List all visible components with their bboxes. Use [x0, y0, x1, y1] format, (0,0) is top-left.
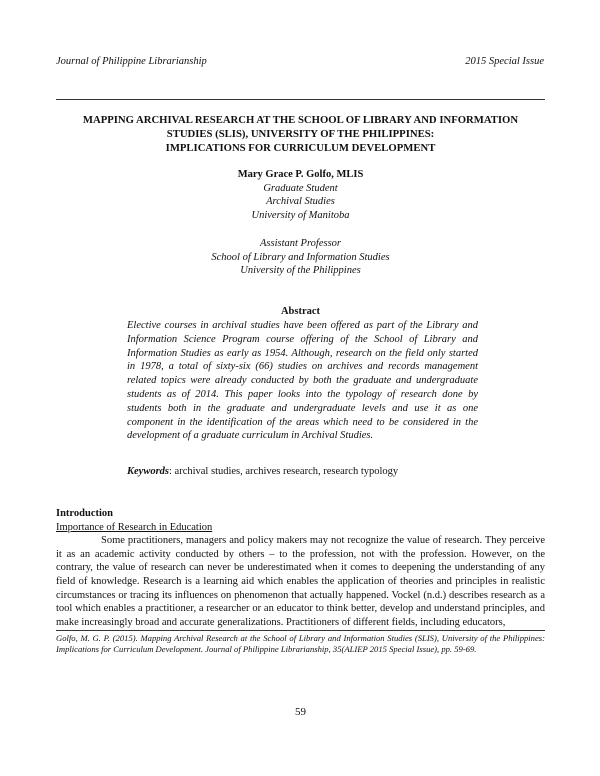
footnote-divider [56, 630, 545, 631]
journal-name: Journal of Philippine Librarianship [56, 56, 207, 67]
abstract-heading: Abstract [280, 306, 321, 317]
keywords-line [127, 466, 487, 477]
header-divider [56, 99, 545, 100]
affiliation-line: Assistant Professor [260, 237, 341, 249]
title-line: STUDIES (SLIS), UNIVERSITY OF THE PHILIPPINES: [166, 128, 435, 140]
abstract-text: Elective courses in archival studies have been offered as part of the Library and Information Science Program course offering of the School of Library and Information Studies as early as 1954. Although, research on the field only started in 1978, a total of sixty-six (66) studies on archives and records management related topics were already conducted by both the graduate and undergraduate students as of 2014. This paper looks into the typology of research done by students both in the graduate and undergraduate levels and use it as one component in the identification of the areas which need to be considered in the development of a graduate curriculum in Archival Studies. [127, 320, 478, 442]
citation-footnote: Golfo, M. G. P. (2015). Mapping Archival Research at the School of Library and Information Studies (SLIS), University of the Philippines: Implications for Curriculum Development. Journal of Philippine Librarianship, 35(ALIEP 2015 Special Issue), pp. 59-69. [56, 633, 545, 655]
affiliation-line: Archival Studies [266, 196, 335, 208]
introduction-section [56, 507, 545, 640]
issue-label: 2015 Special Issue [465, 56, 544, 67]
affiliation-line: School of Library and Information Studies [211, 251, 390, 263]
keywords-text: : archival studies, archives research, research typology [169, 466, 399, 477]
subsection-heading: Importance of Research in Education [56, 521, 213, 533]
title-line: IMPLICATIONS FOR CURRICULUM DEVELOPMENT [165, 142, 436, 154]
section-heading: Introduction [56, 508, 113, 519]
keywords-label: Keywords [127, 466, 169, 477]
affiliation-line: Graduate Student [263, 182, 338, 194]
page-number: 59 [295, 706, 306, 718]
affiliation-line: University of Manitoba [251, 210, 350, 222]
author-name: Mary Grace P. Golfo, MLIS [237, 169, 364, 180]
title-line: MAPPING ARCHIVAL RESEARCH AT THE SCHOOL OF LIBRARY AND INFORMATION [82, 114, 519, 126]
body-paragraph: Some practitioners, managers and policy makers may not recognize the value of research. They perceive it as an academic activity conducted by others – to the profession, not with the profession. However, on the contrary, the value of research can never be underestimated when it comes to deepening the understanding of any field of knowledge. Research is a learning aid which enables the application of theories and principles in realistic circumstances or tracing its influences on phenomenon that actually happened. Vockel (n.d.) describes research as a tool which enables a practitioner, a researcher or an educator to think better, develop and understand principles, and make increasingly broad and accurate generalizations. Practitioners of different fields, including educators, [56, 535, 545, 628]
affiliation-line: University of the Philippines [240, 265, 361, 277]
paper-title [56, 113, 545, 155]
author-block [56, 168, 545, 278]
